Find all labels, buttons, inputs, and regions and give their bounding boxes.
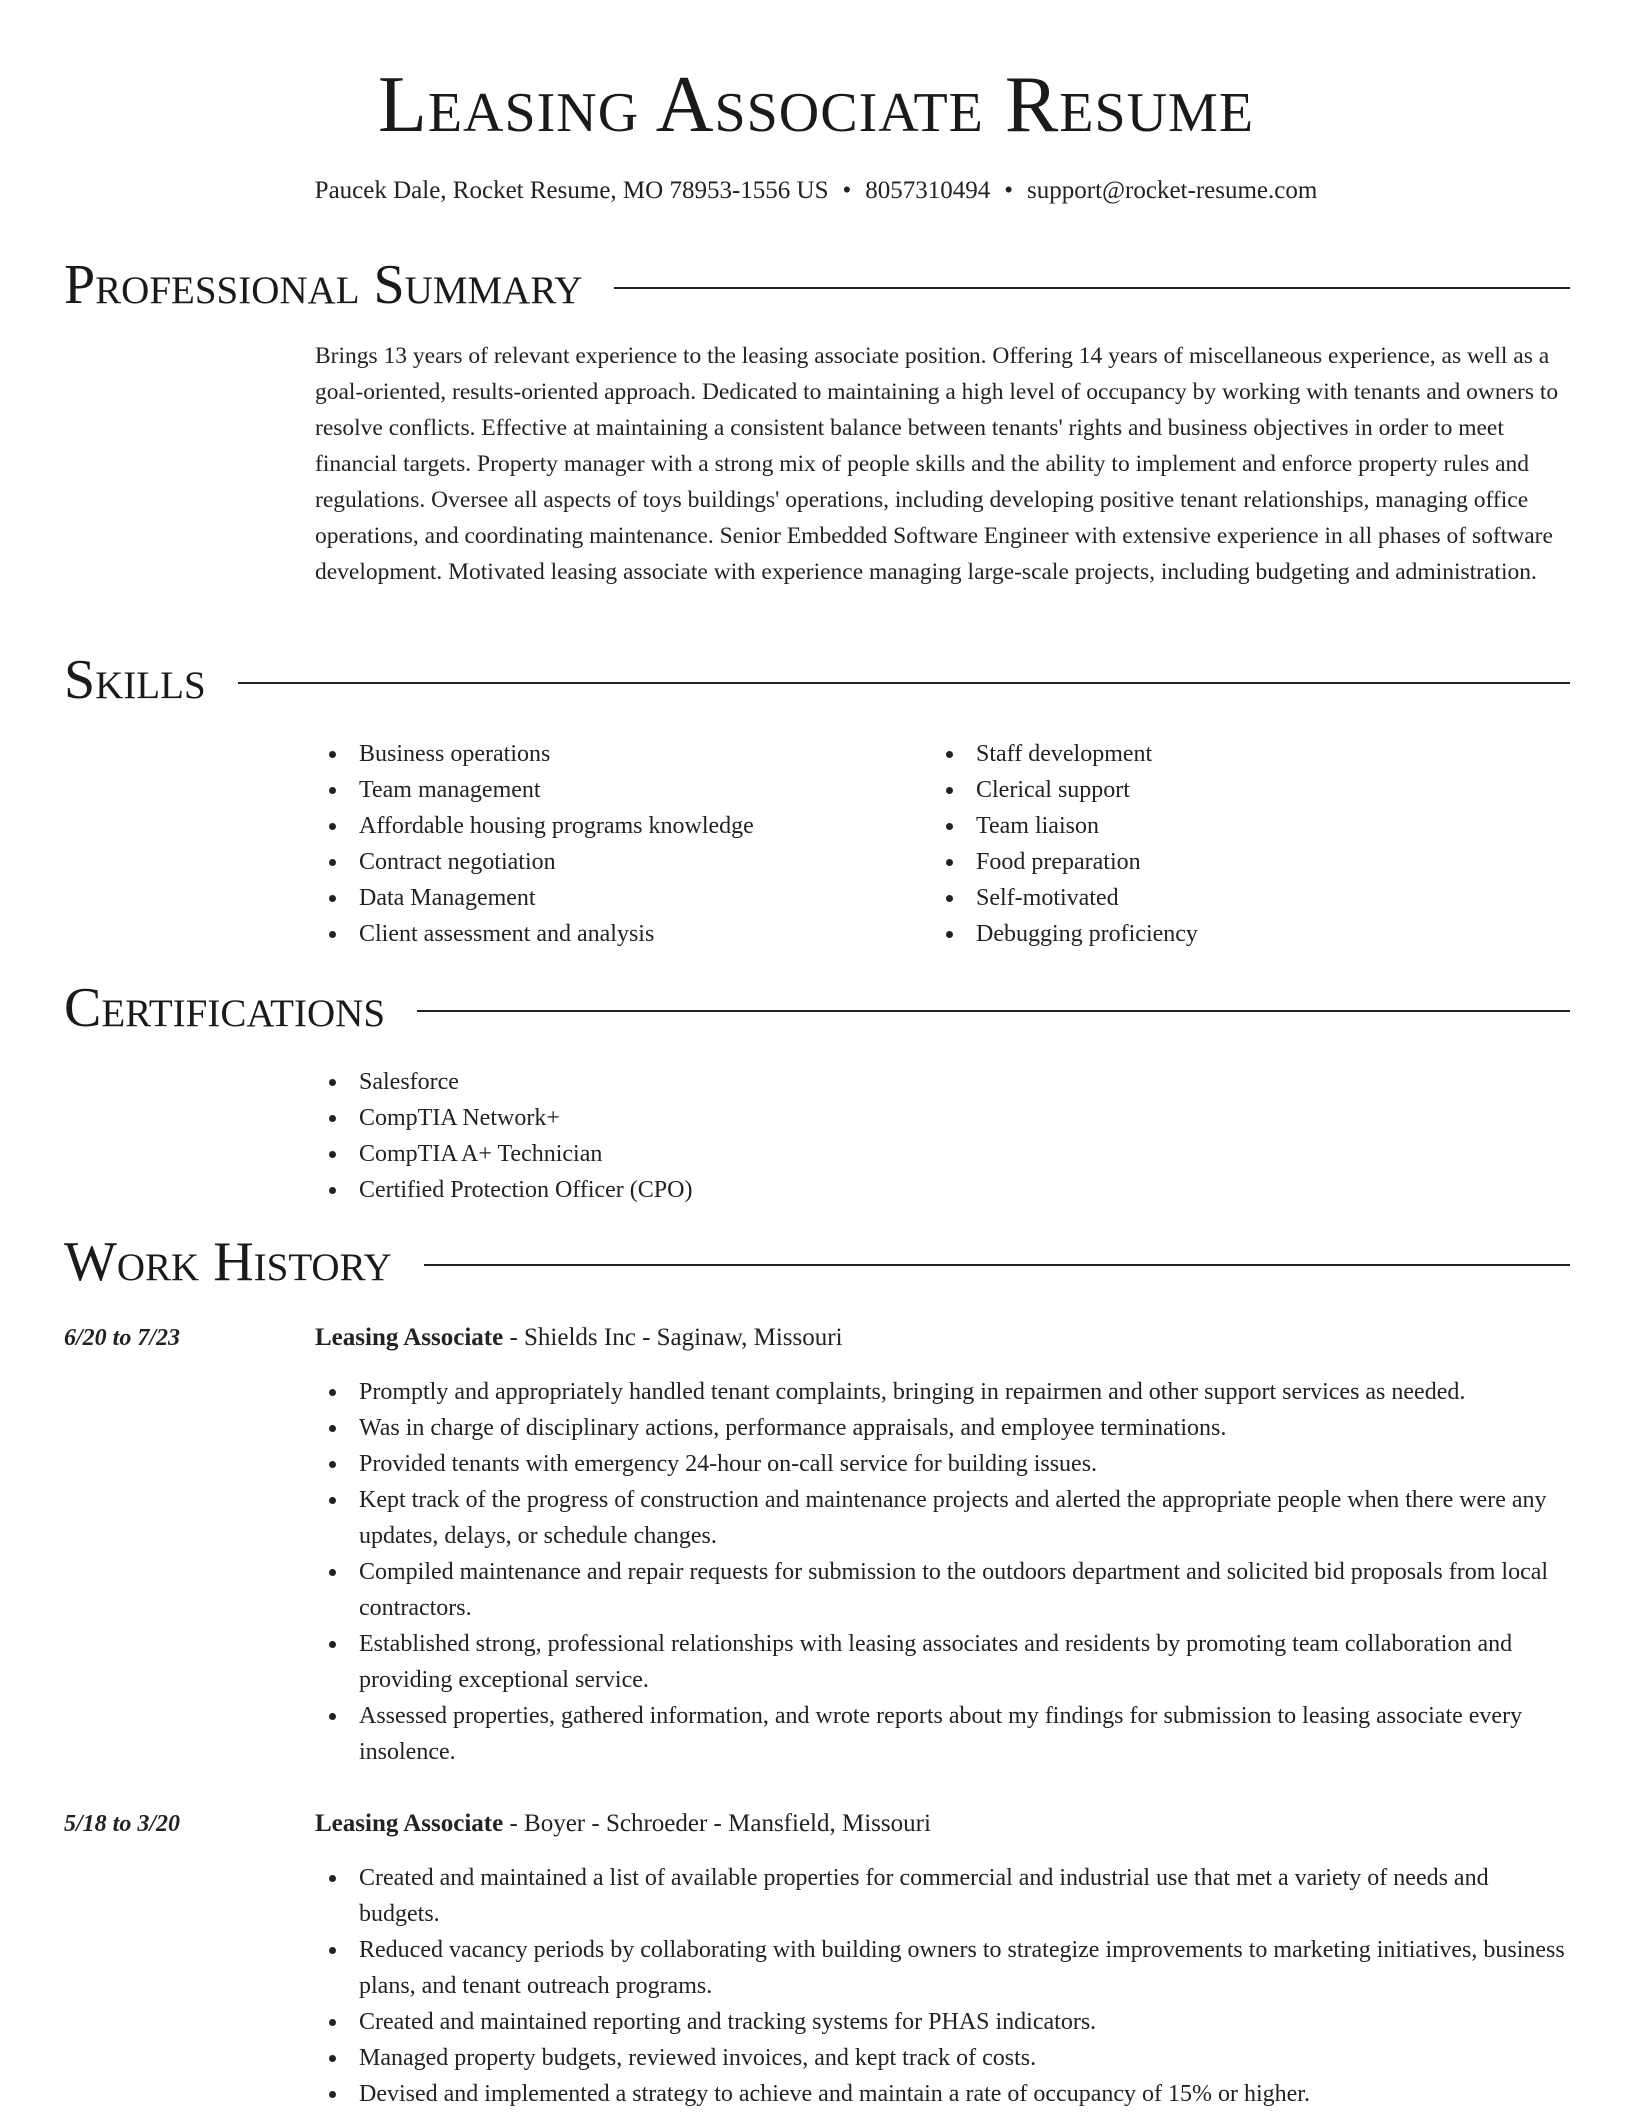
certifications-section-header <box>64 976 1570 1040</box>
skill-item: Business operations <box>315 736 915 772</box>
skill-item: Debugging proficiency <box>932 916 1532 952</box>
section-divider <box>417 1010 1570 1012</box>
contact-email: support@rocket-resume.com <box>1027 177 1318 204</box>
skills-list-right <box>932 736 1532 952</box>
job-bullet: Assessed properties, gathered information, and wrote reports about my findings for submission to leasing associate every insolence. <box>315 1698 1570 1770</box>
skill-item: Data Management <box>315 880 915 916</box>
job-bullet: Created and maintained reporting and tracking systems for PHAS indicators. <box>315 2004 1570 2040</box>
certification-item: CompTIA A+ Technician <box>315 1136 1215 1172</box>
job-bullet: Established strong, professional relationships with leasing associates and residents by promoting team collaboration and providing exceptional service. <box>315 1626 1570 1698</box>
skill-item: Team management <box>315 772 915 808</box>
job-bullet: Managed property budgets, reviewed invoices, and kept track of costs. <box>315 2040 1570 2076</box>
certification-item: Salesforce <box>315 1064 1215 1100</box>
job-bullets <box>315 1860 1570 2112</box>
job-bullet: Created and maintained a list of available properties for commercial and industrial use that met a variety of needs and budgets. <box>315 1860 1570 1932</box>
summary-text: Brings 13 years of relevant experience to the leasing associate position. Offering 14 years of miscellaneous experience, as well as a goal-oriented, results-oriented approach. Dedicated to maintaining a high level of occupancy by working with tenants and owners to resolve conflicts. Effective at maintaining a consistent balance between tenants' rights and business objectives in order to meet financial targets. Property manager with a strong mix of people skills and the ability to implement and enforce property rules and regulations. Oversee all aspects of toys buildings' operations, including developing positive tenant relationships, managing office operations, and coordinating maintenance. Senior Embedded Software Engineer with extensive experience in all phases of software development. Motivated leasing associate with experience managing large-scale projects, including budgeting and administration. <box>315 343 1559 585</box>
skill-item: Staff development <box>932 736 1532 772</box>
skills-heading: Skills <box>64 649 206 711</box>
contact-line <box>0 174 1632 208</box>
job-dates: 6/20 to 7/23 <box>64 1325 181 1351</box>
job-bullet: Kept track of the progress of construction and maintenance projects and alerted the appropriate people when there were any updates, delays, or schedule changes. <box>315 1482 1570 1554</box>
certification-item: CompTIA Network+ <box>315 1100 1215 1136</box>
contact-separator: • <box>842 177 852 204</box>
summary-heading: Professional Summary <box>64 254 583 316</box>
certifications-heading: Certifications <box>64 977 386 1039</box>
work-history-section-header <box>64 1230 1570 1294</box>
skill-item: Self-motivated <box>932 880 1532 916</box>
job-heading <box>315 1806 931 1842</box>
job-bullet: Reduced vacancy periods by collaborating with building owners to strategize improvements to marketing initiatives, business plans, and tenant outreach programs. <box>315 1932 1570 2004</box>
contact-separator: • <box>1004 177 1014 204</box>
section-divider <box>238 682 1570 684</box>
skills-list-left <box>315 736 915 952</box>
section-divider <box>614 287 1570 289</box>
resume-title: Leasing Associate Resume <box>377 61 1255 149</box>
certification-item: Certified Protection Officer (CPO) <box>315 1172 1215 1208</box>
skill-item: Team liaison <box>932 808 1532 844</box>
job-employer-location: - Boyer - Schroeder - Mansfield, Missouri <box>503 1810 931 1837</box>
job-bullet: Provided tenants with emergency 24-hour on-call service for building issues. <box>315 1446 1570 1482</box>
job-bullets <box>315 1374 1570 1770</box>
job-title: Leasing Associate <box>315 1810 504 1837</box>
section-divider <box>424 1264 1570 1266</box>
job-employer-location: - Shields Inc - Saginaw, Missouri <box>503 1324 843 1351</box>
skill-item: Food preparation <box>932 844 1532 880</box>
contact-address: Paucek Dale, Rocket Resume, MO 78953-1556 US <box>314 177 829 204</box>
work-history-heading: Work History <box>64 1231 392 1293</box>
job-title: Leasing Associate <box>315 1324 504 1351</box>
job-bullet: Devised and implemented a strategy to achieve and maintain a rate of occupancy of 15% or higher. <box>315 2076 1570 2112</box>
skills-section-header <box>64 648 1570 712</box>
skill-item: Clerical support <box>932 772 1532 808</box>
job-dates: 5/18 to 3/20 <box>64 1811 181 1837</box>
certifications-list <box>315 1064 1215 1208</box>
skill-item: Client assessment and analysis <box>315 916 915 952</box>
job-bullet: Promptly and appropriately handled tenant complaints, bringing in repairmen and other support services as needed. <box>315 1374 1570 1410</box>
skill-item: Affordable housing programs knowledge <box>315 808 915 844</box>
contact-phone: 8057310494 <box>865 177 991 204</box>
job-bullet: Was in charge of disciplinary actions, performance appraisals, and employee terminations. <box>315 1410 1570 1446</box>
job-bullet: Compiled maintenance and repair requests for submission to the outdoors department and solicited bid proposals from local contractors. <box>315 1554 1570 1626</box>
job-heading <box>315 1320 843 1356</box>
summary-section-header <box>64 253 1570 317</box>
skill-item: Contract negotiation <box>315 844 915 880</box>
